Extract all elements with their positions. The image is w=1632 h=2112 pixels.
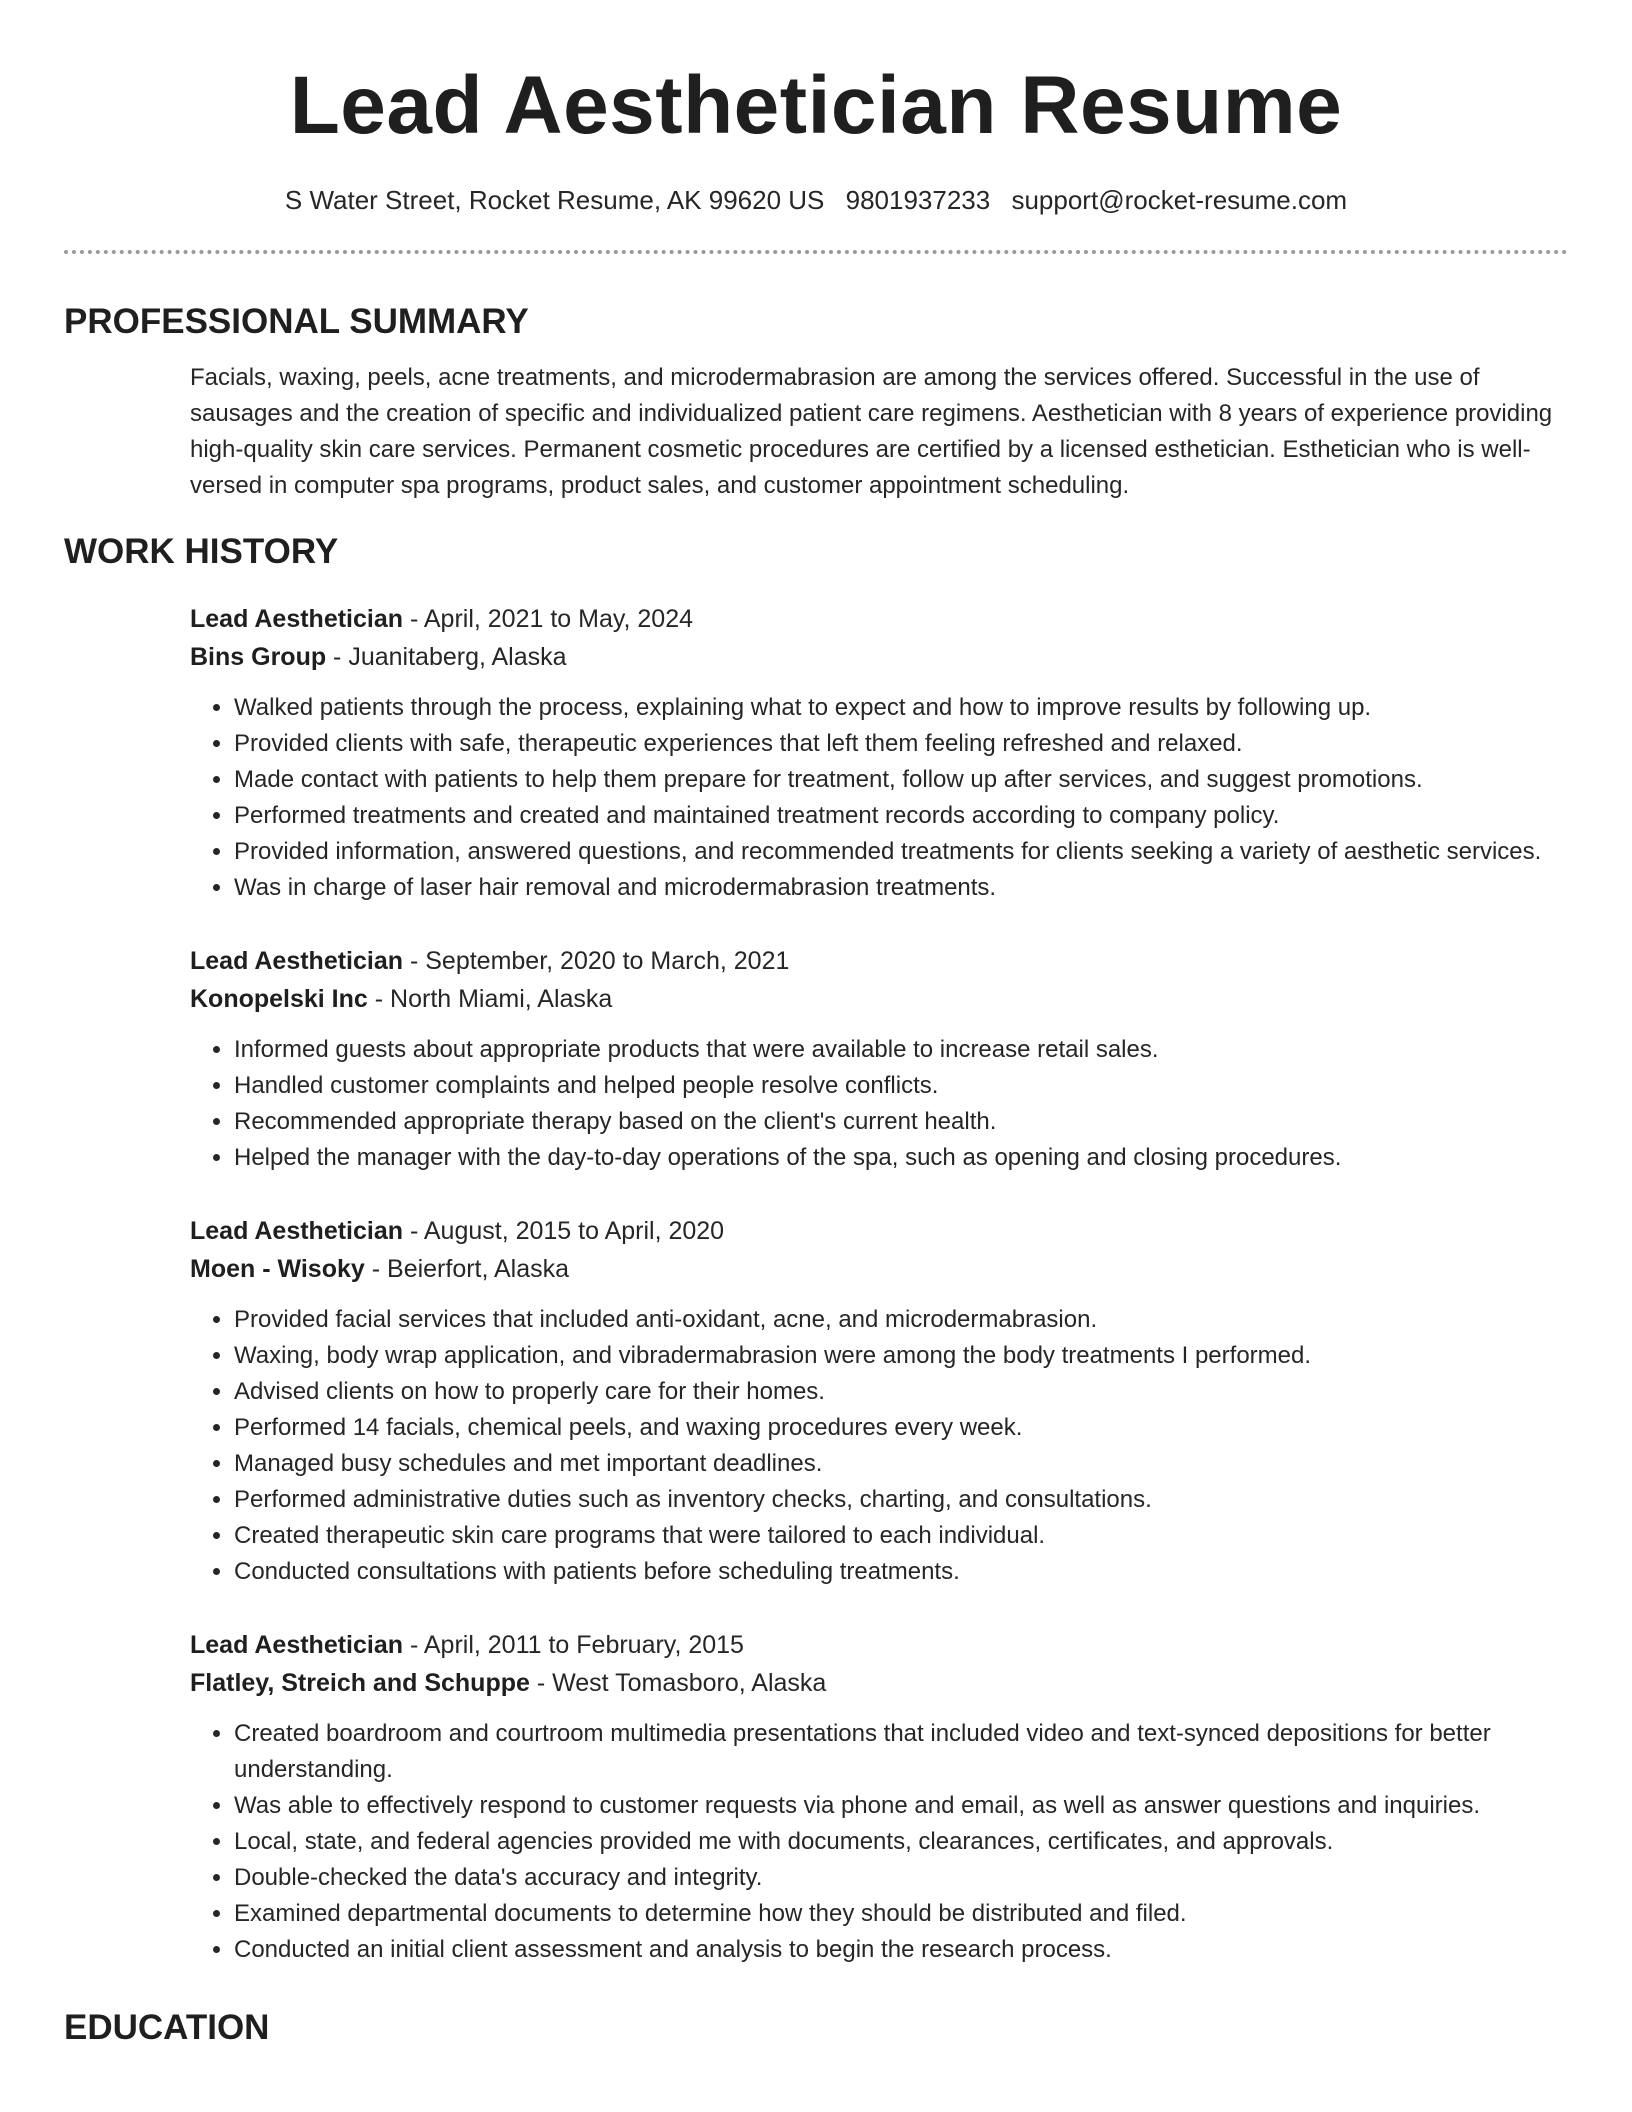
job-bullet: • Advised clients on how to properly care for their homes. — [234, 1374, 1568, 1410]
job-company: Bins Group — [190, 643, 327, 671]
job-location: - Beierfort, Alaska — [364, 1255, 570, 1283]
job-title: Lead Aesthetician — [190, 1217, 404, 1245]
contact-email: support@rocket-resume.com — [1011, 185, 1348, 215]
contact-address: S Water Street, Rocket Resume, AK 99620 US — [284, 185, 825, 215]
job-bullet: • Informed guests about appropriate products that were available to increase retail sales. — [234, 1032, 1568, 1068]
job-bullet: • Was in charge of laser hair removal and microdermabrasion treatments. — [234, 870, 1568, 906]
job-bullet: • Provided clients with safe, therapeutic experiences that left them feeling refreshed and relaxed. — [234, 726, 1568, 762]
job-bullets — [190, 1302, 1568, 1590]
job-bullet: • Double-checked the data's accuracy and integrity. — [234, 1860, 1568, 1896]
job-entry — [190, 600, 1568, 906]
job-title-line — [190, 1626, 1568, 1664]
contact-phone: 9801937233 — [845, 185, 991, 215]
job-bullet: • Performed administrative duties such as inventory checks, charting, and consultations. — [234, 1482, 1568, 1518]
summary-heading: PROFESSIONAL SUMMARY — [64, 302, 529, 341]
job-dates: - April, 2021 to May, 2024 — [403, 605, 694, 633]
job-bullet: • Waxing, body wrap application, and vibradermabrasion were among the body treatments I performed. — [234, 1338, 1568, 1374]
work-history-heading: WORK HISTORY — [64, 532, 339, 571]
job-bullet: • Created therapeutic skin care programs that were tailored to each individual. — [234, 1518, 1568, 1554]
job-bullet: • Was able to effectively respond to customer requests via phone and email, as well as answer questions and inquiries. — [234, 1788, 1568, 1824]
job-bullet: • Created boardroom and courtroom multimedia presentations that included video and text-synced depositions for better understanding. — [234, 1716, 1568, 1788]
job-bullets — [190, 1032, 1568, 1176]
job-bullet: • Managed busy schedules and met important deadlines. — [234, 1446, 1568, 1482]
job-title: Lead Aesthetician — [190, 947, 404, 975]
job-bullet: • Recommended appropriate therapy based on the client's current health. — [234, 1104, 1568, 1140]
job-company-line — [190, 638, 1568, 676]
job-bullet: • Performed treatments and created and maintained treatment records according to company policy. — [234, 798, 1568, 834]
job-bullet: • Made contact with patients to help them prepare for treatment, follow up after services, and suggest promotions. — [234, 762, 1568, 798]
job-title: Lead Aesthetician — [190, 605, 404, 633]
education-heading: EDUCATION — [64, 2008, 270, 2047]
job-bullet: • Provided information, answered questions, and recommended treatments for clients seeking a variety of aesthetic services. — [234, 834, 1568, 870]
header-divider — [64, 250, 1568, 254]
job-bullet: • Local, state, and federal agencies provided me with documents, clearances, certificates, and approvals. — [234, 1824, 1568, 1860]
job-bullet: • Walked patients through the process, explaining what to expect and how to improve results by following up. — [234, 690, 1568, 726]
summary-text: Facials, waxing, peels, acne treatments, and microdermabrasion are among the services offered. Successful in the use of sausages and the creation of specific and individualized patient care regimens. Aesthetician with 8 years of experience providing high-quality skin care services. Permanent cosmetic procedures are certified by a licensed esthetician. Esthetician who is well-versed in computer spa programs, product sales, and customer appointment scheduling. — [190, 364, 1553, 499]
job-company-line — [190, 1664, 1568, 1702]
job-bullet: • Handled customer complaints and helped people resolve conflicts. — [234, 1068, 1568, 1104]
job-title-line — [190, 1212, 1568, 1250]
job-location: - Juanitaberg, Alaska — [326, 643, 567, 671]
job-location: - West Tomasboro, Alaska — [529, 1669, 827, 1697]
job-dates: - September, 2020 to March, 2021 — [403, 947, 790, 975]
job-dates: - August, 2015 to April, 2020 — [403, 1217, 725, 1245]
job-list — [190, 600, 1568, 1968]
job-title: Lead Aesthetician — [190, 1631, 404, 1659]
job-dates: - April, 2011 to February, 2015 — [403, 1631, 744, 1659]
job-company: Moen - Wisoky — [190, 1255, 365, 1283]
job-bullet: • Conducted consultations with patients before scheduling treatments. — [234, 1554, 1568, 1590]
page-title: Lead Aesthetician Resume — [289, 60, 1343, 151]
job-location: - North Miami, Alaska — [367, 985, 613, 1013]
job-bullet: • Helped the manager with the day-to-day operations of the spa, such as opening and closing procedures. — [234, 1140, 1568, 1176]
job-entry — [190, 942, 1568, 1176]
job-bullet: • Conducted an initial client assessment and analysis to begin the research process. — [234, 1932, 1568, 1968]
job-title-line — [190, 942, 1568, 980]
job-company: Flatley, Streich and Schuppe — [190, 1669, 530, 1697]
job-bullet: • Examined departmental documents to determine how they should be distributed and filed. — [234, 1896, 1568, 1932]
job-bullets — [190, 1716, 1568, 1968]
job-entry — [190, 1212, 1568, 1590]
job-entry — [190, 1626, 1568, 1968]
job-bullet: • Performed 14 facials, chemical peels, and waxing procedures every week. — [234, 1410, 1568, 1446]
contact-line — [64, 182, 1568, 218]
job-company-line — [190, 980, 1568, 1018]
job-company-line — [190, 1250, 1568, 1288]
job-bullets — [190, 690, 1568, 906]
job-title-line — [190, 600, 1568, 638]
job-company: Konopelski Inc — [190, 985, 368, 1013]
job-bullet: • Provided facial services that included anti-oxidant, acne, and microdermabrasion. — [234, 1302, 1568, 1338]
